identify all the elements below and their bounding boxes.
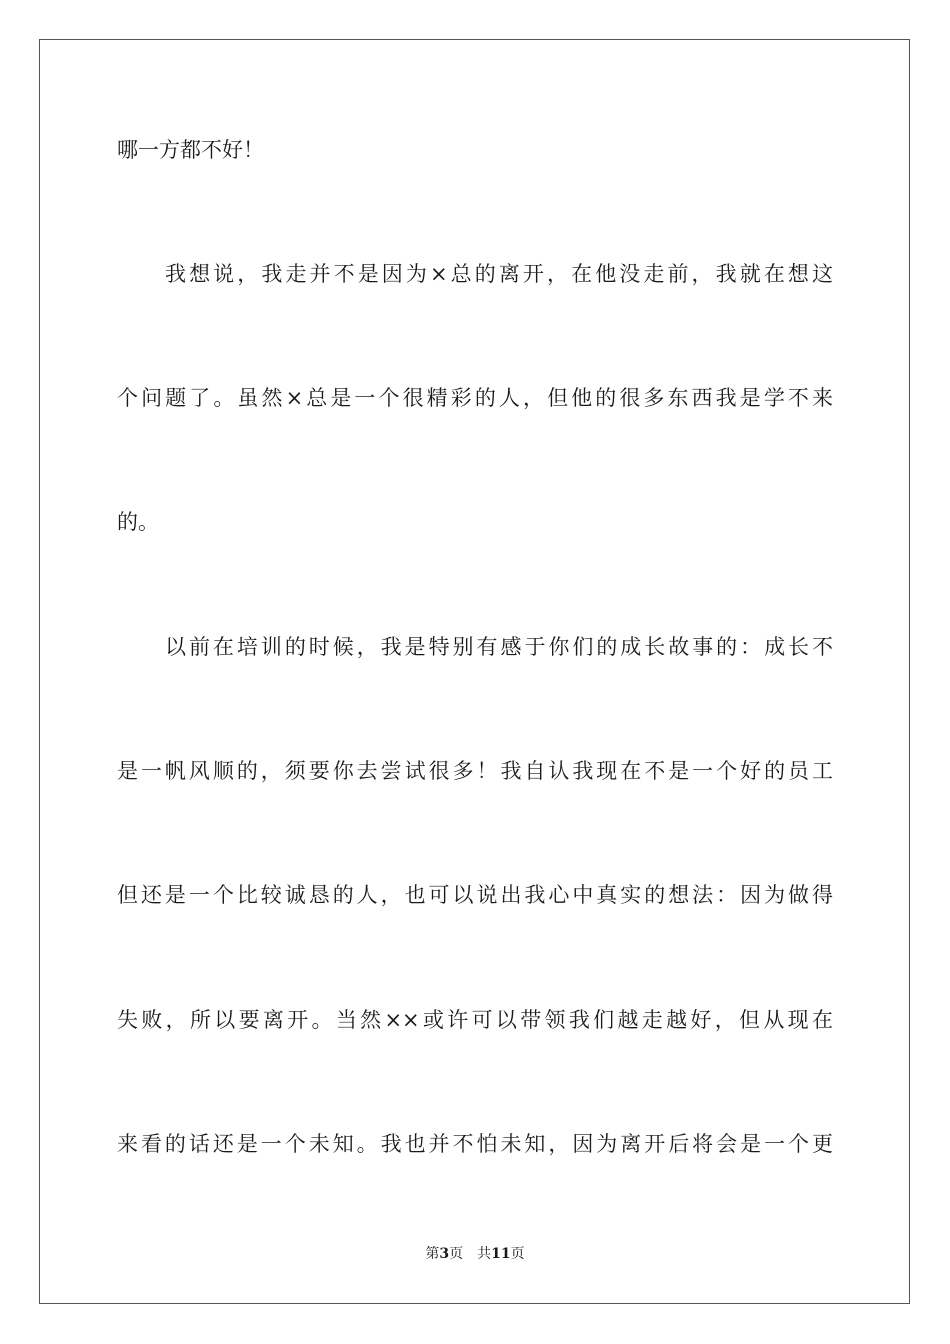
page-footer [0, 1244, 950, 1264]
text-line-5: 以前在培训的时候，我是特别有感于你们的成长故事的：成长不 [165, 635, 833, 659]
text-line-2: 我想说，我走并不是因为×总的离开，在他没走前，我就在想这 [165, 262, 833, 286]
footer-page-prefix: 第 [425, 1246, 440, 1262]
text-line-9: 来看的话还是一个未知。我也并不怕未知，因为离开后将会是一个更 [117, 1132, 833, 1156]
text-line-3: 个问题了。虽然×总是一个很精彩的人，但他的很多东西我是学不来 [117, 386, 833, 410]
footer-page-number: 3 [439, 1246, 450, 1262]
page-frame [39, 39, 910, 1304]
text-line-8: 失败，所以要离开。当然××或许可以带领我们越走越好，但从现在 [117, 1008, 833, 1032]
footer-total-prefix: 共 [477, 1246, 492, 1262]
text-line-4: 的。 [117, 510, 159, 534]
footer-total-suffix: 页 [510, 1246, 525, 1262]
text-line-7: 但还是一个比较诚恳的人，也可以说出我心中真实的想法：因为做得 [117, 883, 833, 907]
text-line-1: 哪一方都不好！ [117, 138, 264, 162]
footer-page-suffix: 页 [449, 1246, 464, 1262]
text-line-6: 是一帆风顺的，须要你去尝试很多！我自认我现在不是一个好的员工 [117, 759, 833, 783]
footer-total-pages: 11 [491, 1246, 511, 1262]
